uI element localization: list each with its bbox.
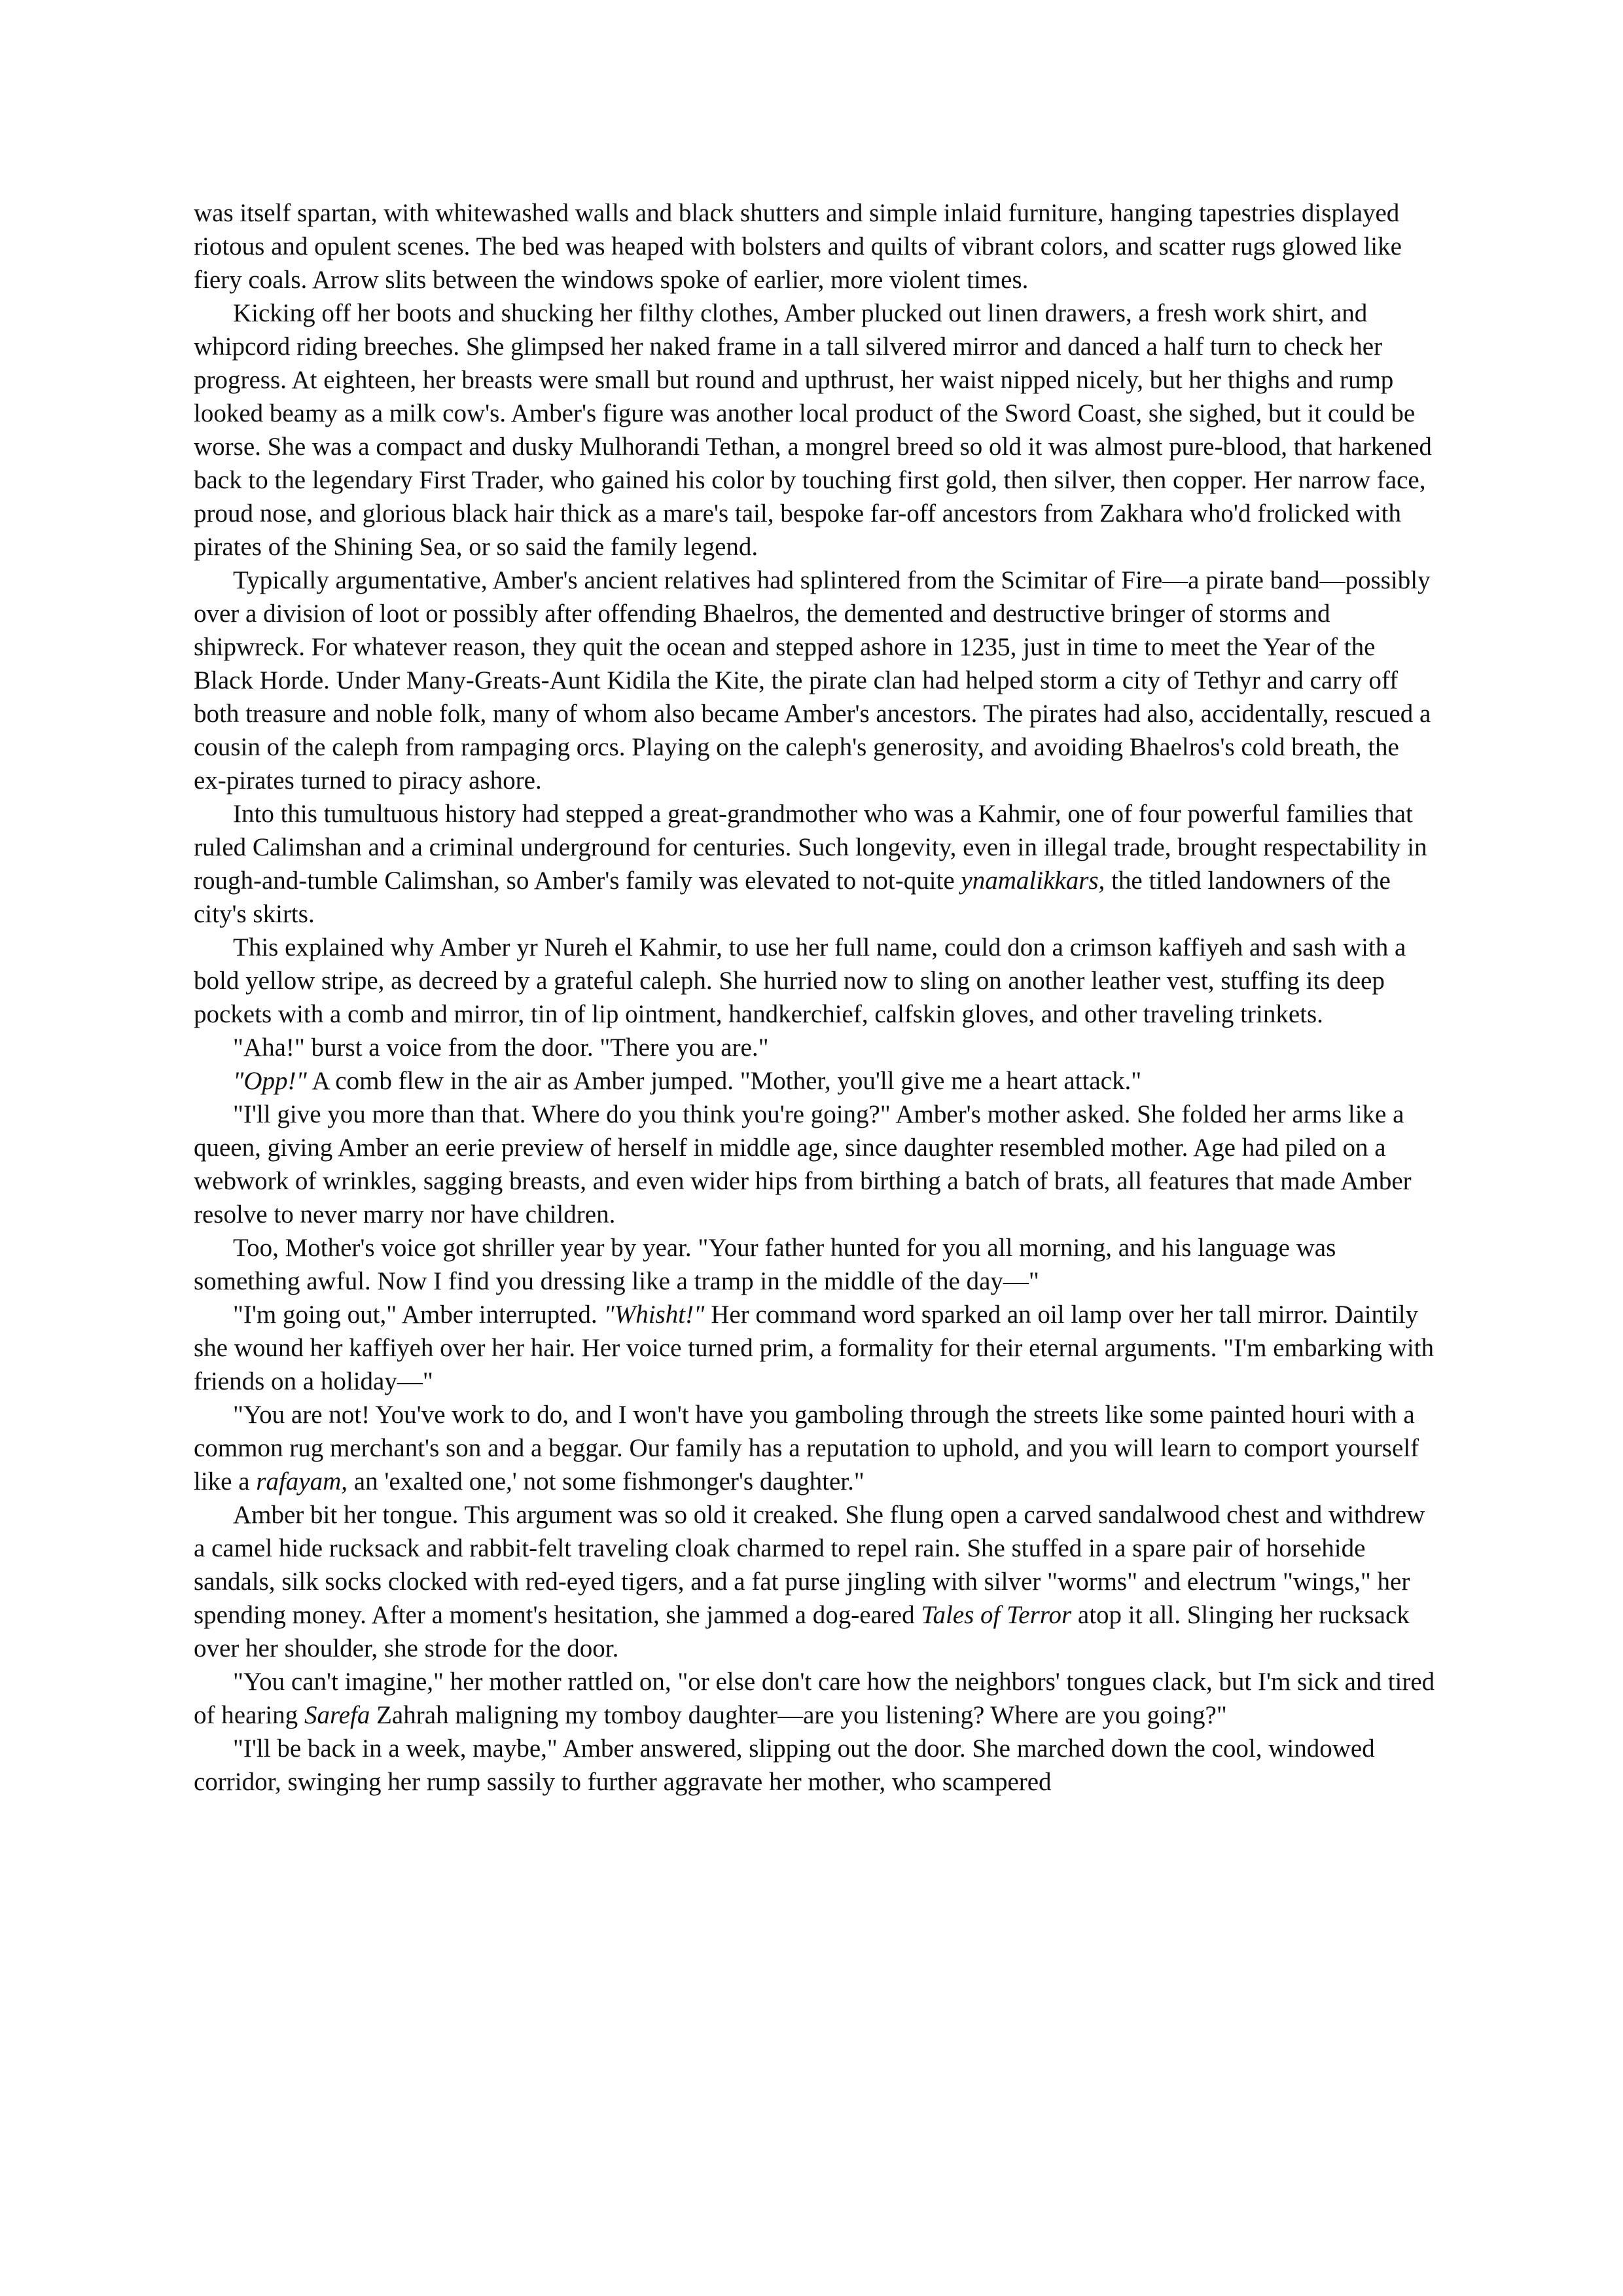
body-text: Too, Mother's voice got shriller year by year. "Your father hunted for you all morning, and his language was something awful. Now I find you dressing like a tramp in the middle of the day—"	[194, 1234, 1336, 1295]
book-page-text	[194, 196, 1437, 1799]
body-text: atop it all. Slinging her rucksack over her shoulder, she strode for the door.	[194, 1601, 1410, 1662]
italic-text: "Whisht!"	[603, 1300, 705, 1329]
body-text: Zahrah maligning my tomboy daughter—are you listening? Where are you going?"	[370, 1701, 1227, 1729]
body-text: Her command word sparked an oil lamp over her tall mirror. Daintily she wound her kaffiyeh over her hair. Her voice turned prim, a formality for their eternal arguments. "I'm embarking with friends on a holiday—"	[194, 1300, 1435, 1395]
body-text: "I'm going out," Amber interrupted.	[233, 1300, 604, 1329]
paragraph	[194, 1732, 1437, 1799]
body-text: "You can't imagine," her mother rattled on, "or else don't care how the neighbors' tongues clack, but I'm sick and tired of hearing	[194, 1668, 1435, 1729]
paragraph	[194, 1298, 1437, 1398]
body-text: This explained why Amber yr Nureh el Kahmir, to use her full name, could don a crimson kaffiyeh and sash with a bold yellow stripe, as decreed by a grateful caleph. She hurried now to sling on another leather vest, stuffing its deep pockets with a comb and mirror, tin of lip ointment, handkerchief, calfskin gloves, and other traveling trinkets.	[194, 933, 1406, 1028]
body-text: A comb flew in the air as Amber jumped. "Mother, you'll give me a heart attack."	[306, 1067, 1142, 1095]
body-text: Typically argumentative, Amber's ancient relatives had splintered from the Scimitar of Fire—a pirate band—possibly over a division of loot or possibly after offending Bhaelros, the demented and destructive bringer of storms and shipwreck. For whatever reason, they quit the ocean and stepped ashore in 1235, just in time to meet the Year of the Black Horde. Under Many-Greats-Aunt Kidila the Kite, the pirate clan had helped storm a city of Tethyr and carry off both treasure and noble folk, many of whom also became Amber's ancestors. The pirates had also, accidentally, rescued a cousin of the caleph from rampaging orcs. Playing on the caleph's generosity, and avoiding Bhaelros's cold breath, the ex-pirates turned to piracy ashore.	[194, 566, 1431, 795]
body-text: "You are not! You've work to do, and I won't have you gamboling through the streets like some painted houri with a common rug merchant's son and a beggar. Our family has a reputation to uphold, and you will learn to comport yourself like a	[194, 1401, 1419, 1496]
paragraph	[194, 1498, 1437, 1665]
body-text: the titled landowners of the city's skirts.	[194, 867, 1391, 928]
paragraph	[194, 931, 1437, 1031]
body-text: Kicking off her boots and shucking her filthy clothes, Amber plucked out linen drawers, a fresh work shirt, and whipcord riding breeches. She glimpsed her naked frame in a tall silvered mirror and danced a half turn to check her progress. At eighteen, her breasts were small but round and upthrust, her waist nipped nicely, but her thighs and rump looked beamy as a milk cow's. Amber's figure was another local product of the Sword Coast, she sighed, but it could be worse. She was a compact and dusky Mulhorandi Tethan, a mongrel breed so old it was almost pure-blood, that harkened back to the legendary First Trader, who gained his color by touching first gold, then silver, then copper. Her narrow face, proud nose, and glorious black hair thick as a mare's tail, bespoke far-off ancestors from Zakhara who'd frolicked with pirates of the Shining Sea, or so said the family legend.	[194, 299, 1432, 561]
paragraph	[194, 1031, 1437, 1064]
paragraph	[194, 1064, 1437, 1098]
paragraph	[194, 196, 1437, 296]
italic-text: ynamalikkars,	[961, 867, 1105, 895]
body-text: an 'exalted one,' not some fishmonger's daughter."	[348, 1467, 865, 1496]
paragraph	[194, 564, 1437, 797]
paragraph	[194, 797, 1437, 931]
body-text: Into this tumultuous history had stepped a great-grandmother who was a Kahmir, one of four powerful families that ruled Calimshan and a criminal underground for centuries. Such longevity, even in illegal trade, brought respectability in rough-and-tumble Calimshan, so Amber's family was elevated to not-quite	[194, 800, 1427, 895]
italic-text: "Opp!"	[233, 1067, 307, 1095]
body-text: was itself spartan, with whitewashed walls and black shutters and simple inlaid furniture, hanging tapestries displayed riotous and opulent scenes. The bed was heaped with bolsters and quilts of vibrant colors, and scatter rugs glowed like fiery coals. Arrow slits between the windows spoke of earlier, more violent times.	[194, 199, 1402, 294]
body-text: "I'll be back in a week, maybe," Amber answered, slipping out the door. She marched down the cool, windowed corridor, swinging her rump sassily to further aggravate her mother, who scampered	[194, 1734, 1375, 1796]
italic-text: Sarefa	[304, 1701, 370, 1729]
italic-text: Tales of Terror	[921, 1601, 1072, 1629]
italic-text: rafayam,	[256, 1467, 348, 1496]
paragraph	[194, 1665, 1437, 1732]
paragraph	[194, 1398, 1437, 1498]
body-text: "Aha!" burst a voice from the door. "There you are."	[233, 1033, 769, 1062]
paragraph	[194, 1231, 1437, 1298]
body-text: Amber bit her tongue. This argument was so old it creaked. She flung open a carved sandalwood chest and withdrew a camel hide rucksack and rabbit-felt traveling cloak charmed to repel rain. She stuffed in a spare pair of horsehide sandals, silk socks clocked with red-eyed tigers, and a fat purse jingling with silver "worms" and electrum "wings," her spending money. After a moment's hesitation, she jammed a dog-eared	[194, 1501, 1425, 1629]
body-text: "I'll give you more than that. Where do you think you're going?" Amber's mother asked. She folded her arms like a queen, giving Amber an eerie preview of herself in middle age, since daughter resembled mother. Age had piled on a webwork of wrinkles, sagging breasts, and even wider hips from birthing a batch of brats, all features that made Amber resolve to never marry nor have children.	[194, 1100, 1412, 1229]
paragraph	[194, 296, 1437, 564]
paragraph	[194, 1098, 1437, 1231]
